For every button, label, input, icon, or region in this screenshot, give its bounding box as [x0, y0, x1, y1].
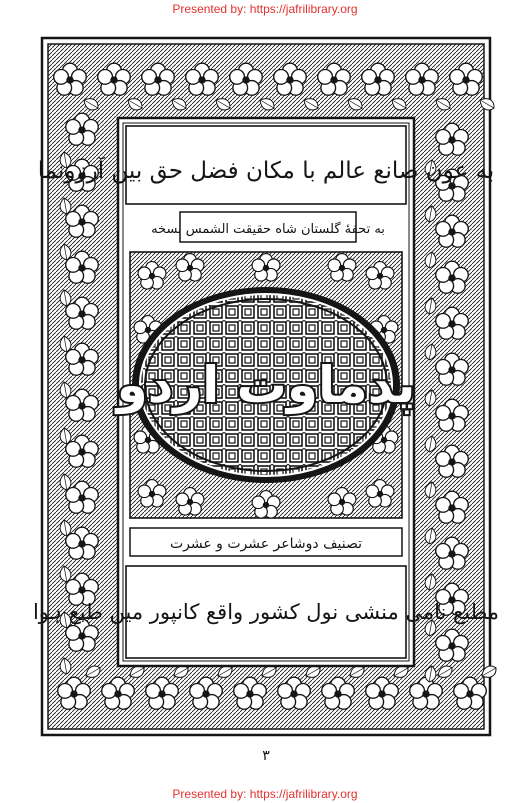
page-mark: ۳ [262, 748, 270, 764]
watermark-top: Presented by: https://jafrilibrary.org [172, 2, 358, 16]
watermark-bottom: Presented by: https://jafrilibrary.org [172, 787, 358, 801]
publisher-line: مطبع نامی منشی نول کشور واقع کانپور میں طبع ہوا [32, 600, 500, 624]
subtitle-line: به تحفهٔ گلستان شاه حقیقت الشمس نسخه [151, 222, 385, 237]
book-title: پدماوت اردو [116, 356, 416, 414]
author-line: تصنیف دوشاعر عشرت و عشرت [169, 536, 363, 552]
invocation-line: به عون صانع عالم با مکان فضل حق بین آرزونما [37, 158, 495, 184]
